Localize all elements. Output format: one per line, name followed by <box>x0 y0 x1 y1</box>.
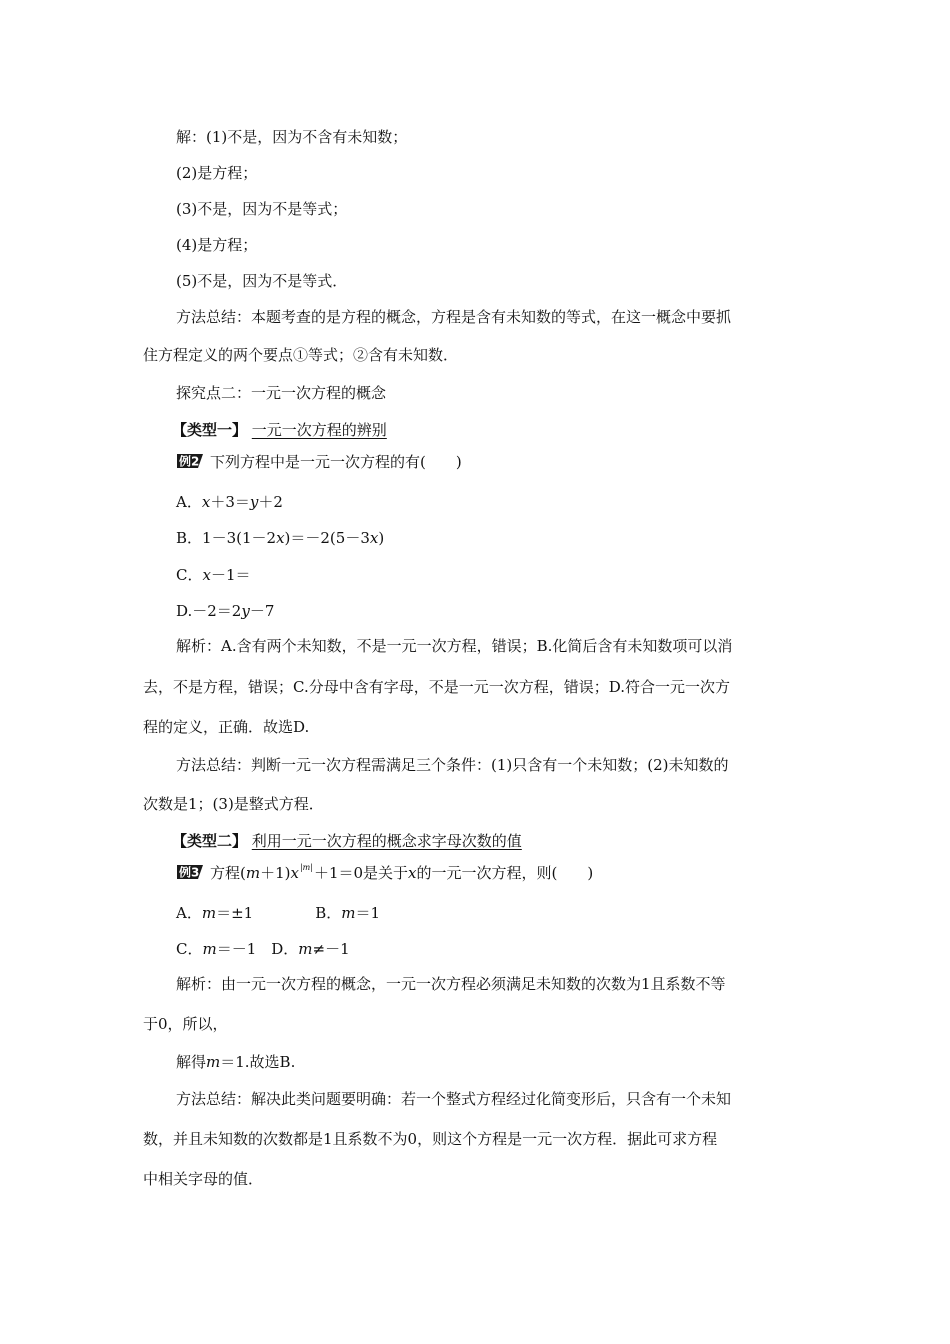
option-c-text: －1＝ <box>210 566 251 584</box>
section-heading-point-2: 探究点二：一元一次方程的概念 <box>176 384 387 402</box>
ex3-option-d-var: m <box>298 940 313 958</box>
example-3-question <box>176 863 593 886</box>
type-2-label: 【类型二】 <box>172 832 248 850</box>
ex3-solve-var: m <box>206 1053 221 1071</box>
example-3-options-ab <box>176 903 380 923</box>
option-a-var-x: x <box>201 493 211 511</box>
type-1-heading <box>172 420 387 440</box>
ex3-q-part-1: 方程( <box>210 864 246 882</box>
type-2-heading <box>172 831 522 851</box>
ex3-option-b-var: m <box>341 904 356 922</box>
ex3-q-var-x: x <box>290 864 299 882</box>
example-2-option-b <box>176 528 384 548</box>
option-d-prefix: D.－2＝2 <box>176 602 242 620</box>
method-summary-2-line-2: 次数是1；(3)是整式方程． <box>143 795 324 813</box>
ex3-q-exponent: |m| <box>299 863 313 872</box>
option-b-var-x2: x <box>369 529 379 547</box>
method-summary-1-line-2: 住方程定义的两个要点①等式；②含有未知数． <box>143 346 459 364</box>
type-1-title: 一元一次方程的辨别 <box>251 421 387 439</box>
ex3-q-part-3: ＋1＝0是关于 <box>313 864 409 882</box>
example-3-analysis-line-3 <box>176 1052 295 1072</box>
ex3-option-c-text: ＝－1 D． <box>216 940 299 958</box>
option-a-prefix: A． <box>176 493 202 511</box>
example-3-analysis-line-1: 解析：由一元一次方程的概念，一元一次方程必须满足未知数的次数为1且系数不等 <box>176 975 726 993</box>
option-d-text: －7 <box>249 602 275 620</box>
solution-line-5: (5)不是，因为不是等式． <box>176 272 348 290</box>
option-a-text: ＋3＝ <box>210 493 250 511</box>
example-2-option-d <box>176 601 274 621</box>
ex3-option-a-var: m <box>201 904 217 922</box>
example-2-analysis-line-3: 程的定义，正确．故选D. <box>143 718 310 736</box>
ex3-option-d-text: ≠－1 <box>312 940 350 958</box>
ex3-option-a-text: ＝±1 <box>216 904 254 922</box>
example-3-badge <box>176 864 206 880</box>
ex3-option-a-prefix: A． <box>176 904 202 922</box>
ex3-option-c-var: m <box>202 940 217 958</box>
type-1-label: 【类型一】 <box>172 421 248 439</box>
option-d-var-y: y <box>241 602 250 620</box>
example-2-badge-text: 例2 <box>179 454 200 469</box>
example-2-question <box>176 452 462 472</box>
method-summary-3-line-1: 方法总结：解决此类问题要明确：若一个整式方程经过化简变形后，只含有一个未知 <box>176 1090 732 1108</box>
solution-line-2: (2)是方程； <box>176 164 258 182</box>
option-a-var-y: y <box>249 493 259 511</box>
method-summary-3-line-3: 中相关字母的值． <box>143 1170 264 1188</box>
option-c-var-x: x <box>202 566 211 584</box>
method-summary-1-line-1: 方法总结：本题考查的是方程的概念，方程是含有未知数的等式，在这一概念中要抓 <box>176 308 732 326</box>
example-3-badge-text: 例3 <box>179 865 200 880</box>
ex3-solve-text: 解得 <box>176 1053 207 1071</box>
method-summary-3-line-2: 数，并且未知数的次数都是1且系数不为0，则这个方程是一元一次方程．据此可求方程 <box>143 1130 718 1148</box>
option-c-prefix: C． <box>176 566 203 584</box>
example-2-question-text: 下列方程中是一元一次方程的有( ) <box>210 453 462 471</box>
solution-line-4: (4)是方程； <box>176 236 258 254</box>
ex3-option-b-text: ＝1 <box>355 904 381 922</box>
option-b-text: )＝－2(5－3 <box>284 529 370 547</box>
option-b-prefix: B．1－3(1－2 <box>176 529 277 547</box>
example-2-option-a <box>176 492 283 512</box>
solution-line-3: (3)不是，因为不是等式； <box>176 200 348 218</box>
option-b-tail: ) <box>378 529 385 547</box>
ex3-option-c-prefix: C． <box>176 940 203 958</box>
option-b-var-x: x <box>276 529 285 547</box>
option-a-tail: ＋2 <box>258 493 283 511</box>
ex3-q-part-4: 的一元一次方程，则( ) <box>416 864 594 882</box>
ex3-q-part-2: ＋1) <box>260 864 291 882</box>
example-3-options-cd <box>176 939 350 959</box>
example-2-analysis-line-1: 解析：A.含有两个未知数，不是一元一次方程，错误；B.化简后含有未知数项可以消 <box>176 637 733 655</box>
ex3-q-var-m: m <box>245 864 261 882</box>
example-3-analysis-line-2: 于0，所以， <box>143 1015 228 1033</box>
example-2-analysis-line-2: 去，不是方程，错误；C.分母中含有字母，不是一元一次方程，错误；D.符合一元一次方 <box>143 678 730 696</box>
ex3-solve-result: ＝1.故选B. <box>220 1053 296 1071</box>
method-summary-2-line-1: 方法总结：判断一元一次方程需满足三个条件：(1)只含有一个未知数；(2)未知数的 <box>176 756 729 774</box>
ex3-q-var-x2: x <box>408 864 417 882</box>
example-2-option-c <box>176 565 251 585</box>
ex3-option-b-prefix: B． <box>315 904 342 922</box>
example-2-badge <box>176 453 206 469</box>
type-2-title: 利用一元一次方程的概念求字母次数的值 <box>251 832 522 850</box>
solution-line-1: 解：(1)不是，因为不含有未知数； <box>176 128 408 146</box>
